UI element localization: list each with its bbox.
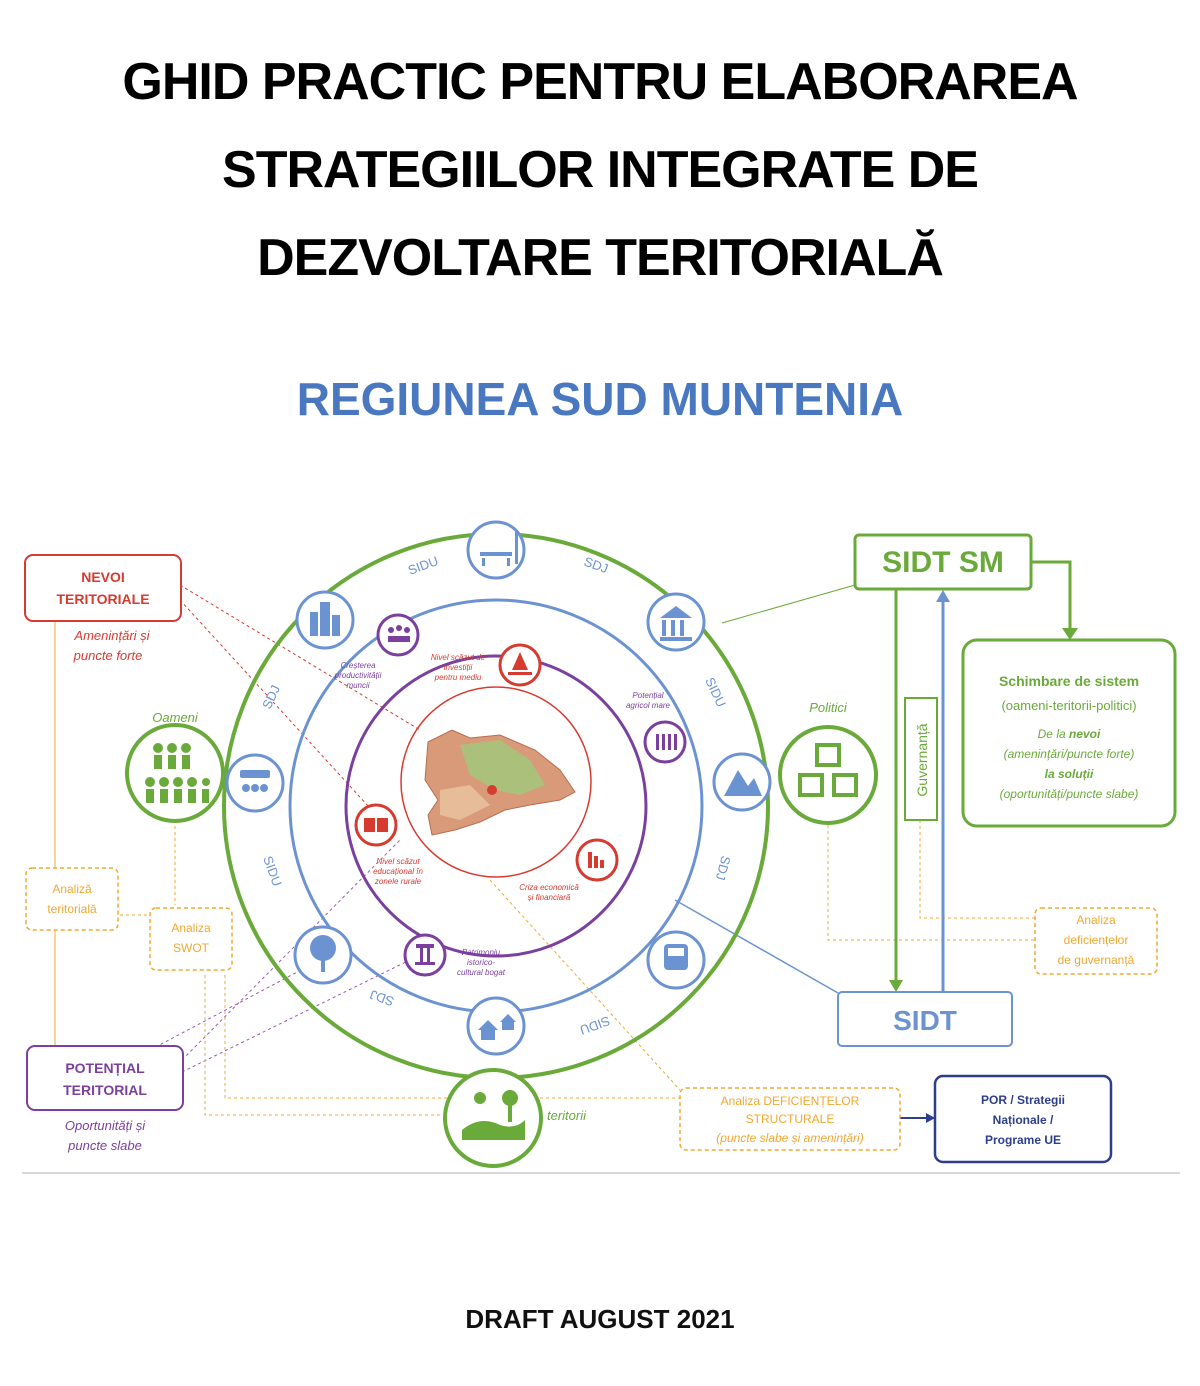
education-caption-2: educațional în: [373, 867, 423, 876]
investment-caption-2: investiții: [443, 663, 473, 672]
schimbare-nevoi: nevoi: [1069, 727, 1101, 741]
ring-label-sdj-right: SDJ: [712, 854, 734, 882]
audience-icon: [227, 755, 283, 811]
document-title-line-1: GHID PRACTIC PENTRU ELABORAREA: [122, 53, 1078, 111]
svg-text:De la nevoi: [1038, 727, 1101, 741]
nevoi-sub-2: puncte forte: [73, 648, 143, 663]
potential-title-2: TERITORIAL: [63, 1082, 147, 1098]
nevoi-box: [25, 555, 181, 621]
analiza-struct-2: STRUCTURALE: [745, 1112, 835, 1126]
analiza-teritoriala-2: teritorială: [47, 902, 97, 916]
schimbare-sub: (oameni-teritorii-politici): [1001, 698, 1137, 713]
analiza-guv-1: Analiza: [1076, 913, 1116, 927]
analiza-struct-1: Analiza DEFICIENȚELOR: [720, 1094, 860, 1108]
productivity-caption-2: productivității: [334, 671, 382, 680]
ring-label-sdj-bottom: SDJ: [367, 986, 397, 1010]
crisis-caption-2: și financiară: [527, 893, 571, 902]
territories-circle: [445, 1070, 541, 1166]
productivity-icon: [378, 615, 418, 655]
book-icon: [356, 805, 396, 845]
nevoi-sub-1: Amenințări și: [74, 628, 150, 643]
schimbare-line-4: (oportunități/puncte slabe): [999, 787, 1139, 801]
document-title-line-2: STRATEGIILOR INTEGRATE DE: [222, 141, 978, 199]
analiza-swot-1: Analiza: [171, 921, 211, 935]
analiza-struct-3: (puncte slabe și amenințări): [716, 1131, 864, 1145]
people-circle: [127, 725, 223, 821]
heritage-caption-1: Patrimoniu: [461, 948, 501, 957]
heritage-column-icon: [405, 935, 445, 975]
agriculture-caption-2: agricol mare: [625, 701, 671, 710]
strategy-diagram: [0, 500, 1200, 1190]
education-caption-1: Nivel scăzut: [376, 857, 420, 866]
government-building-icon: [648, 594, 704, 650]
analiza-guv-2: deficiențelor: [1063, 933, 1129, 947]
schimbare-de-la: De la: [1037, 727, 1070, 741]
nevoi-title-1: NEVOI: [81, 569, 125, 585]
ring-label-sdj-top: SDJ: [581, 553, 611, 577]
schimbare-line-3: la soluții: [1044, 767, 1094, 781]
sidt-sm-label: SIDT SM: [882, 546, 1004, 579]
footer-draft-date: DRAFT AUGUST 2021: [465, 1304, 735, 1334]
oameni-label: Oameni: [152, 710, 198, 725]
nevoi-title-2: TERITORIALE: [56, 591, 150, 607]
analiza-teritoriala-1: Analiză: [52, 882, 92, 896]
politici-label: Politici: [809, 700, 847, 715]
analiza-guv-3: de guvernanță: [1057, 953, 1135, 967]
document-title-line-3: DEZVOLTARE TERITORIALĂ: [257, 229, 943, 287]
sidt-sm-to-schimbare-arrow: [1031, 562, 1070, 630]
investment-caption-3: pentru mediu: [434, 673, 482, 682]
ring-label-sidu-bottom: SIDU: [577, 1013, 613, 1038]
agriculture-caption-1: Potențial: [632, 691, 664, 700]
por-line-1: POR / Strategii: [980, 1093, 1066, 1107]
potential-sub-1: Oportunități și: [64, 1118, 146, 1133]
potential-sub-2: puncte slabe: [68, 1138, 142, 1153]
ring-label-sdj-left: SDJ: [259, 682, 284, 712]
por-line-2: Naționale /: [992, 1113, 1054, 1127]
analiza-swot-box: [150, 908, 232, 970]
analiza-swot-2: SWOT: [173, 941, 209, 955]
investment-caption-1: Nivel scăzut de: [430, 653, 486, 662]
teritorii-label: teritorii: [547, 1108, 587, 1123]
por-line-3: Programe UE: [984, 1133, 1062, 1147]
schimbare-line-2: (amenințări/puncte forte): [1003, 747, 1135, 761]
potential-title-1: POTENȚIAL: [65, 1060, 145, 1076]
policies-circle: [780, 727, 876, 823]
education-caption-3: zonele rurale: [374, 877, 422, 886]
heritage-caption-3: cultural bogat: [456, 968, 506, 977]
ring-label-sidu-right: SIDU: [702, 674, 730, 710]
heritage-caption-2: istorico-: [466, 958, 496, 967]
schimbare-title: Schimbare de sistem: [998, 673, 1140, 689]
region-map: [425, 730, 575, 835]
potential-box: [27, 1046, 183, 1110]
sidt-label: SIDT: [893, 1005, 957, 1036]
productivity-caption-3: muncii: [346, 681, 370, 690]
guvernanta-label: Guvernanță: [914, 723, 930, 797]
crisis-caption-1: Criza economică: [519, 883, 579, 892]
productivity-caption-1: Creșterea: [340, 661, 376, 670]
ring-label-sidu-top: SIDU: [405, 553, 441, 578]
ring-label-sidu-left: SIDU: [260, 853, 285, 889]
document-subtitle: REGIUNEA SUD MUNTENIA: [296, 373, 904, 425]
houses-road-icon: [468, 998, 524, 1054]
analiza-teritoriala-box: [26, 868, 118, 930]
